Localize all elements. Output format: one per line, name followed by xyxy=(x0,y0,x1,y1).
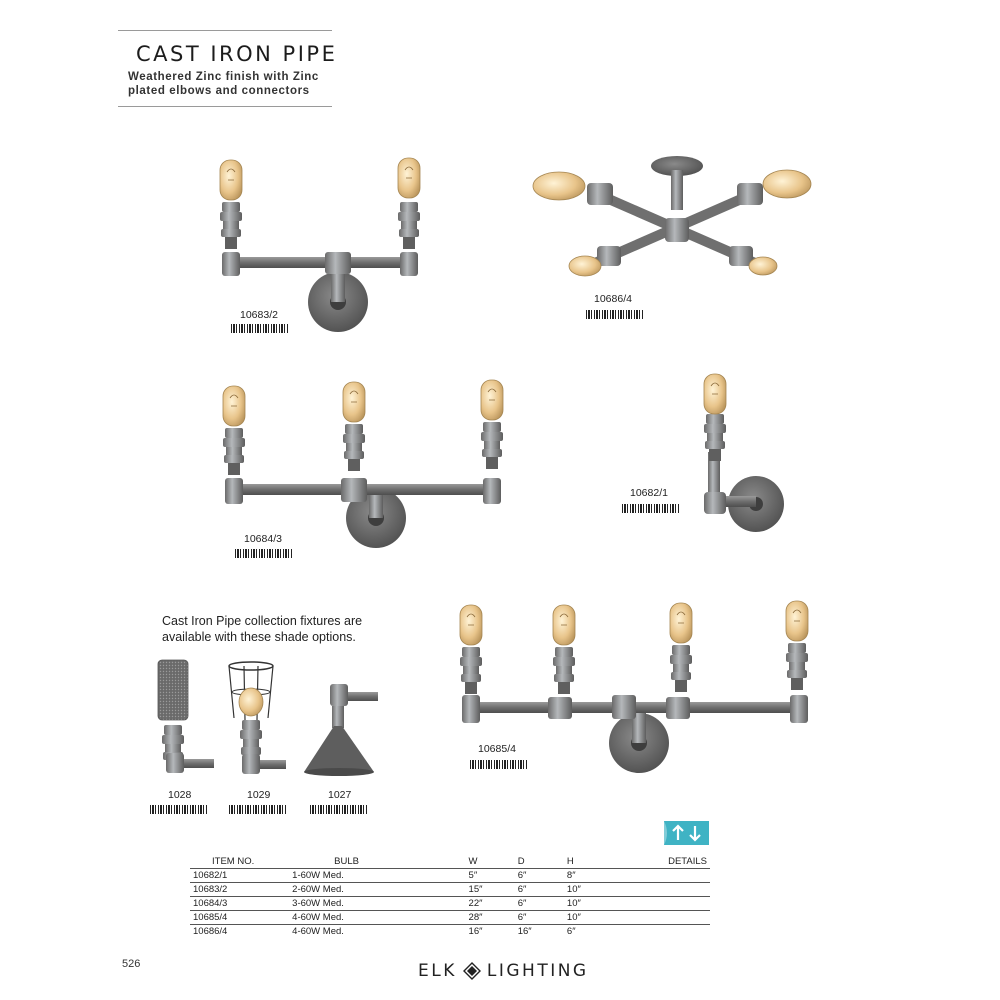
cell-item-no: 10684/3 xyxy=(190,897,289,911)
cell-w: 16″ xyxy=(451,925,510,939)
barcode-10684-3 xyxy=(235,549,293,558)
shade-options-note: Cast Iron Pipe collection fixtures are available with these shade options. xyxy=(162,614,363,644)
spec-table-header xyxy=(190,855,710,869)
table-row xyxy=(190,883,710,897)
cell-bulb: 1-60W Med. xyxy=(289,869,450,883)
product-10682-1 xyxy=(690,368,800,548)
cell-item-no: 10686/4 xyxy=(190,925,289,939)
fixture-10683-2-image xyxy=(200,140,440,340)
product-10683-2 xyxy=(200,140,440,340)
table-row xyxy=(190,869,710,883)
cell-details xyxy=(608,869,710,883)
cell-bulb: 3-60W Med. xyxy=(289,897,450,911)
product-10686-4 xyxy=(525,148,815,288)
header-bulb: BULB xyxy=(289,855,450,869)
fixture-10686-4-image xyxy=(525,148,815,288)
shade-1029-image xyxy=(224,660,294,785)
cell-details xyxy=(608,911,710,925)
barcode-10682-1 xyxy=(622,504,680,513)
brand-logo xyxy=(418,961,589,981)
barcode-1028 xyxy=(150,805,208,814)
header-item-no: ITEM NO. xyxy=(190,855,289,869)
cell-w: 22″ xyxy=(451,897,510,911)
cell-item-no: 10685/4 xyxy=(190,911,289,925)
cell-item-no: 10683/2 xyxy=(190,883,289,897)
cell-details xyxy=(608,897,710,911)
spec-table xyxy=(190,855,710,938)
shade-1027 xyxy=(300,680,380,780)
sku-10685-4: 10685/4 xyxy=(478,743,516,755)
sku-1027: 1027 xyxy=(328,789,352,801)
cell-h: 10″ xyxy=(559,911,608,925)
header-d: D xyxy=(510,855,559,869)
sku-10683-2: 10683/2 xyxy=(240,309,278,321)
cell-bulb: 4-60W Med. xyxy=(289,925,450,939)
table-row xyxy=(190,897,710,911)
cell-d: 6″ xyxy=(510,911,559,925)
page-title: CAST IRON PIPE xyxy=(136,42,338,66)
cell-h: 8″ xyxy=(559,869,608,883)
table-row xyxy=(190,925,710,939)
shade-1028-image xyxy=(150,655,220,785)
cell-item-no: 10682/1 xyxy=(190,869,289,883)
cell-d: 6″ xyxy=(510,883,559,897)
cell-d: 16″ xyxy=(510,925,559,939)
cell-h: 10″ xyxy=(559,883,608,897)
cell-bulb: 4-60W Med. xyxy=(289,911,450,925)
brand-text-left: ELK xyxy=(418,961,457,981)
up-down-arrows-icon xyxy=(662,819,711,847)
cell-d: 6″ xyxy=(510,897,559,911)
barcode-10686-4 xyxy=(586,310,644,319)
shade-1029 xyxy=(224,660,294,785)
diamond-logo-icon xyxy=(463,962,481,980)
header-top-rule xyxy=(118,30,332,31)
table-row xyxy=(190,911,710,925)
sku-1029: 1029 xyxy=(247,789,271,801)
shade-1028 xyxy=(150,655,220,785)
sku-10682-1: 10682/1 xyxy=(630,487,668,499)
cell-w: 5″ xyxy=(451,869,510,883)
fixture-10682-1-image xyxy=(690,368,800,548)
header-w: W xyxy=(451,855,510,869)
barcode-10685-4 xyxy=(470,760,528,769)
cell-details xyxy=(608,883,710,897)
sku-1028: 1028 xyxy=(168,789,192,801)
shade-1027-image xyxy=(300,680,380,780)
header-bottom-rule xyxy=(118,106,332,107)
cell-h: 10″ xyxy=(559,897,608,911)
cell-details xyxy=(608,925,710,939)
header-h: H xyxy=(559,855,608,869)
cell-w: 15″ xyxy=(451,883,510,897)
cell-bulb: 2-60W Med. xyxy=(289,883,450,897)
cell-h: 6″ xyxy=(559,925,608,939)
header-details: DETAILS xyxy=(608,855,710,869)
page-subtitle: Weathered Zinc finish with Zinc plated elbows and connectors xyxy=(128,71,319,97)
sku-10686-4: 10686/4 xyxy=(594,293,632,305)
barcode-10683-2 xyxy=(231,324,289,333)
brand-text-right: LIGHTING xyxy=(486,961,589,981)
sku-10684-3: 10684/3 xyxy=(244,533,282,545)
barcode-1027 xyxy=(310,805,368,814)
barcode-1029 xyxy=(229,805,287,814)
cell-w: 28″ xyxy=(451,911,510,925)
page-number: 526 xyxy=(122,958,141,970)
cell-d: 6″ xyxy=(510,869,559,883)
